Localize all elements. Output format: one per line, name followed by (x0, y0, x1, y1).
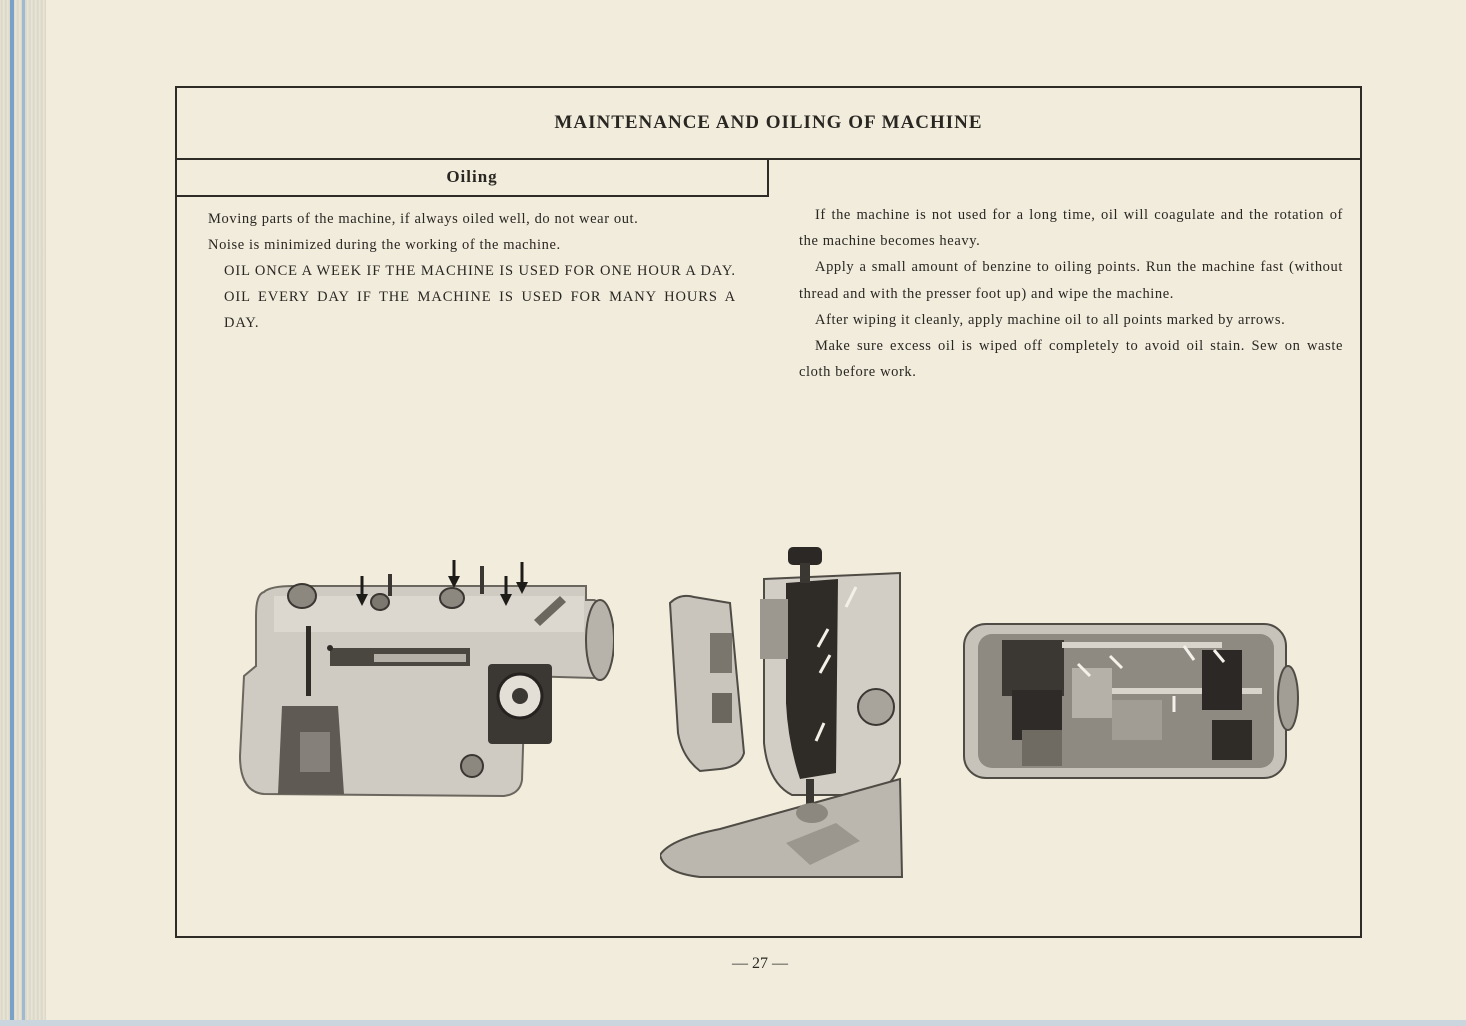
paragraph: After wiping it cleanly, apply machine oil to all points marked by arrows. (815, 311, 1286, 328)
page-edges (0, 0, 46, 1026)
page-number: — 27 — (732, 955, 788, 972)
subheading-box (177, 158, 769, 197)
page-edge-stripe (22, 0, 25, 1026)
paragraph: Noise is minimized during the working of the machine. (208, 237, 561, 253)
paragraph: Make sure excess oil is wiped off completely to avoid oil stain. Sew on waste cloth before work. (799, 338, 1343, 381)
face-cover-open-illustration (660, 543, 906, 879)
paragraph: Apply a small amount of benzine to oiling points. Run the machine fast (without thread and with the presser foot up) and wipe the machine. (799, 259, 1343, 302)
page-title: MAINTENANCE AND OILING OF MACHINE (554, 112, 983, 133)
paragraph: OIL EVERY DAY IF THE MACHINE IS USED FOR MANY HOURS A DAY. (224, 289, 736, 331)
sewing-machine-front-illustration (234, 556, 614, 804)
left-column (208, 206, 736, 336)
paragraph: If the machine is not used for a long time, oil will coagulate and the rotation of the machine becomes heavy. (799, 207, 1343, 250)
paragraph: OIL ONCE A WEEK IF THE MACHINE IS USED FOR ONE HOUR A DAY. (224, 263, 736, 279)
section-subheading: Oiling (446, 166, 498, 186)
page-edge-stripe (10, 0, 14, 1026)
title-box (177, 88, 1360, 160)
paragraph: Moving parts of the machine, if always oiled well, do not wear out. (208, 211, 639, 227)
right-column (799, 202, 1343, 385)
machine-underside-illustration (962, 620, 1302, 782)
page-bottom-edge (0, 1020, 1466, 1026)
